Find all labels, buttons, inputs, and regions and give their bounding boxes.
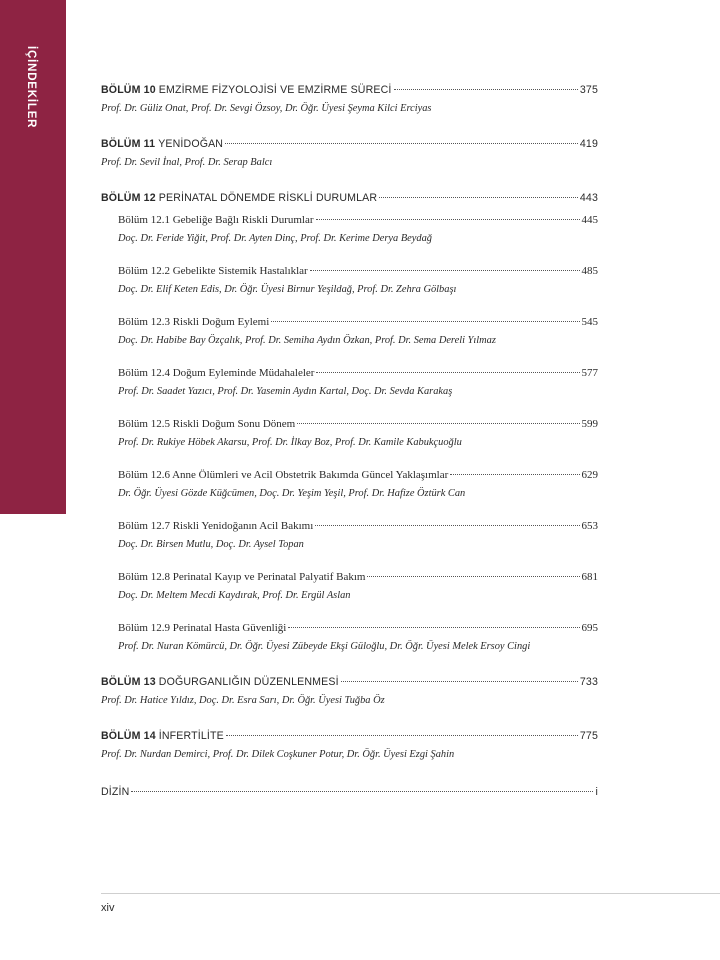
toc-chapter-entry[interactable] <box>101 675 598 708</box>
entry-page-number: 599 <box>581 418 598 430</box>
dot-leader <box>341 681 578 682</box>
entry-page-number: 695 <box>581 622 598 634</box>
entry-title: İNFERTİLİTE <box>158 730 224 742</box>
entry-page-number: 681 <box>581 571 598 583</box>
toc-chapter-entry[interactable] <box>101 137 598 170</box>
chapter-number: BÖLÜM 13 <box>101 676 156 688</box>
toc-chapter-entry[interactable] <box>101 729 598 762</box>
toc-section-entry[interactable] <box>118 417 598 450</box>
entry-authors: Prof. Dr. Saadet Yazıcı, Prof. Dr. Yasemin Aydın Kartal, Doç. Dr. Sevda Karakaş <box>118 386 453 397</box>
chapter-number: BÖLÜM 11 <box>101 138 156 150</box>
entry-authors: Prof. Dr. Güliz Onat, Prof. Dr. Sevgi Özsoy, Dr. Öğr. Üyesi Şeyma Kilci Erciyas <box>101 103 432 114</box>
entry-page-number: 629 <box>581 469 598 481</box>
sidebar-band <box>0 0 66 514</box>
dot-leader <box>450 474 579 475</box>
chapter-number: BÖLÜM 10 <box>101 84 156 96</box>
entry-title: Bölüm 12.5 Riskli Doğum Sonu Dönem <box>118 418 296 430</box>
toc-entry-line <box>118 570 598 584</box>
dot-leader <box>379 197 578 198</box>
entry-authors: Prof. Dr. Nuran Kömürcü, Dr. Öğr. Üyesi Zübeyde Ekşi Güloğlu, Dr. Öğr. Üyesi Melek Ersoy Cingi <box>118 641 531 652</box>
entry-page-number: 545 <box>581 316 598 328</box>
entry-authors: Doç. Dr. Birsen Mutlu, Doç. Dr. Aysel Topan <box>118 539 304 550</box>
toc-chapter-entry[interactable] <box>101 191 598 205</box>
entry-authors: Doç. Dr. Elif Keten Edis, Dr. Öğr. Üyesi Birnur Yeşildağ, Prof. Dr. Zehra Gölbaşı <box>118 284 457 295</box>
dot-leader <box>297 423 579 424</box>
entry-page-number: 419 <box>579 138 598 150</box>
toc-entry-line <box>118 315 598 329</box>
toc-section-entry[interactable] <box>118 366 598 399</box>
entry-page-number: 577 <box>581 367 598 379</box>
toc-entry-line <box>118 519 598 533</box>
entry-page-number: 775 <box>579 730 598 742</box>
toc-entry-line <box>118 468 598 482</box>
entry-page-number: 443 <box>579 192 598 204</box>
entry-page-number: 653 <box>581 520 598 532</box>
entry-title: Bölüm 12.6 Anne Ölümleri ve Acil Obstetrik Bakımda Güncel Yaklaşımlar <box>118 469 449 481</box>
entry-title: DOĞURGANLIĞIN DÜZENLENMESİ <box>158 676 339 688</box>
entry-authors: Doç. Dr. Feride Yiğit, Prof. Dr. Ayten Dinç, Prof. Dr. Kerime Derya Beydağ <box>118 233 432 244</box>
toc-chapter-entry[interactable] <box>101 785 598 799</box>
entry-title: Bölüm 12.7 Riskli Yenidoğanın Acil Bakımı <box>118 520 314 532</box>
dot-leader <box>310 270 580 271</box>
entry-authors: Doç. Dr. Meltem Mecdi Kaydırak, Prof. Dr. Ergül Aslan <box>118 590 351 601</box>
chapter-number: BÖLÜM 14 <box>101 730 156 742</box>
entry-authors: Prof. Dr. Nurdan Demirci, Prof. Dr. Dilek Coşkuner Potur, Dr. Öğr. Üyesi Ezgi Şahin <box>101 749 455 760</box>
entry-authors: Dr. Öğr. Üyesi Gözde Küğcümen, Doç. Dr. Yeşim Yeşil, Prof. Dr. Hafize Öztürk Can <box>118 488 466 499</box>
toc-entry-line <box>101 729 598 743</box>
toc-section-entry[interactable] <box>118 264 598 297</box>
dot-leader <box>288 627 579 628</box>
toc-entry-line <box>101 83 598 97</box>
dot-leader <box>316 219 580 220</box>
dot-leader <box>225 143 578 144</box>
toc-entry-line <box>118 621 598 635</box>
entry-page-number: 733 <box>579 676 598 688</box>
dot-leader <box>226 735 578 736</box>
entry-page-number: 375 <box>579 84 598 96</box>
dot-leader <box>316 372 579 373</box>
entry-authors: Doç. Dr. Habibe Bay Özçalık, Prof. Dr. Semiha Aydın Özkan, Prof. Dr. Sema Dereli Yılmaz <box>118 335 496 346</box>
toc-entry-line <box>101 785 598 799</box>
toc-section-entry[interactable] <box>118 621 598 654</box>
entry-title: EMZİRME FİZYOLOJİSİ VE EMZİRME SÜRECİ <box>158 84 392 96</box>
entry-title: Bölüm 12.9 Perinatal Hasta Güvenliği <box>118 622 287 634</box>
toc-entry-line <box>101 675 598 689</box>
toc-chapter-entry[interactable] <box>101 83 598 116</box>
entry-title: DİZİN <box>101 786 130 798</box>
toc-entry-line <box>101 191 598 205</box>
toc-entry-line <box>101 137 598 151</box>
toc-entry-line <box>118 264 598 278</box>
toc-section-entry[interactable] <box>118 570 598 603</box>
entry-title: Bölüm 12.3 Riskli Doğum Eylemi <box>118 316 270 328</box>
footer-divider <box>101 893 720 894</box>
toc-section-entry[interactable] <box>118 468 598 501</box>
entry-title: Bölüm 12.4 Doğum Eyleminde Müdahaleler <box>118 367 315 379</box>
entry-authors: Prof. Dr. Sevil İnal, Prof. Dr. Serap Balcı <box>101 157 273 168</box>
entry-title: PERİNATAL DÖNEMDE RİSKLİ DURUMLAR <box>158 192 378 204</box>
entry-page-number: i <box>595 786 598 798</box>
entry-title: Bölüm 12.8 Perinatal Kayıp ve Perinatal Palyatif Bakım <box>118 571 366 583</box>
dot-leader <box>271 321 579 322</box>
toc-section-entry[interactable] <box>118 315 598 348</box>
dot-leader <box>131 791 593 792</box>
toc-section-entry[interactable] <box>118 213 598 246</box>
chapter-number: BÖLÜM 12 <box>101 192 156 204</box>
toc-entry-line <box>118 417 598 431</box>
entry-title: Bölüm 12.1 Gebeliğe Bağlı Riskli Durumlar <box>118 214 314 226</box>
entry-title: Bölüm 12.2 Gebelikte Sistemik Hastalıklar <box>118 265 308 277</box>
entry-authors: Prof. Dr. Hatice Yıldız, Doç. Dr. Esra Sarı, Dr. Öğr. Üyesi Tuğba Öz <box>101 695 385 706</box>
dot-leader <box>367 576 579 577</box>
toc-entry-line <box>118 213 598 227</box>
toc-entry-line <box>118 366 598 380</box>
entry-page-number: 485 <box>581 265 598 277</box>
entry-page-number: 445 <box>581 214 598 226</box>
sidebar-label: İÇİNDEKİLER <box>25 46 37 129</box>
page-number: xiv <box>101 902 115 914</box>
dot-leader <box>315 525 579 526</box>
entry-authors: Prof. Dr. Rukiye Höbek Akarsu, Prof. Dr. İlkay Boz, Prof. Dr. Kamile Kabukçuoğlu <box>118 437 462 448</box>
toc-section-entry[interactable] <box>118 519 598 552</box>
entry-title: YENİDOĞAN <box>158 138 224 150</box>
dot-leader <box>394 89 578 90</box>
